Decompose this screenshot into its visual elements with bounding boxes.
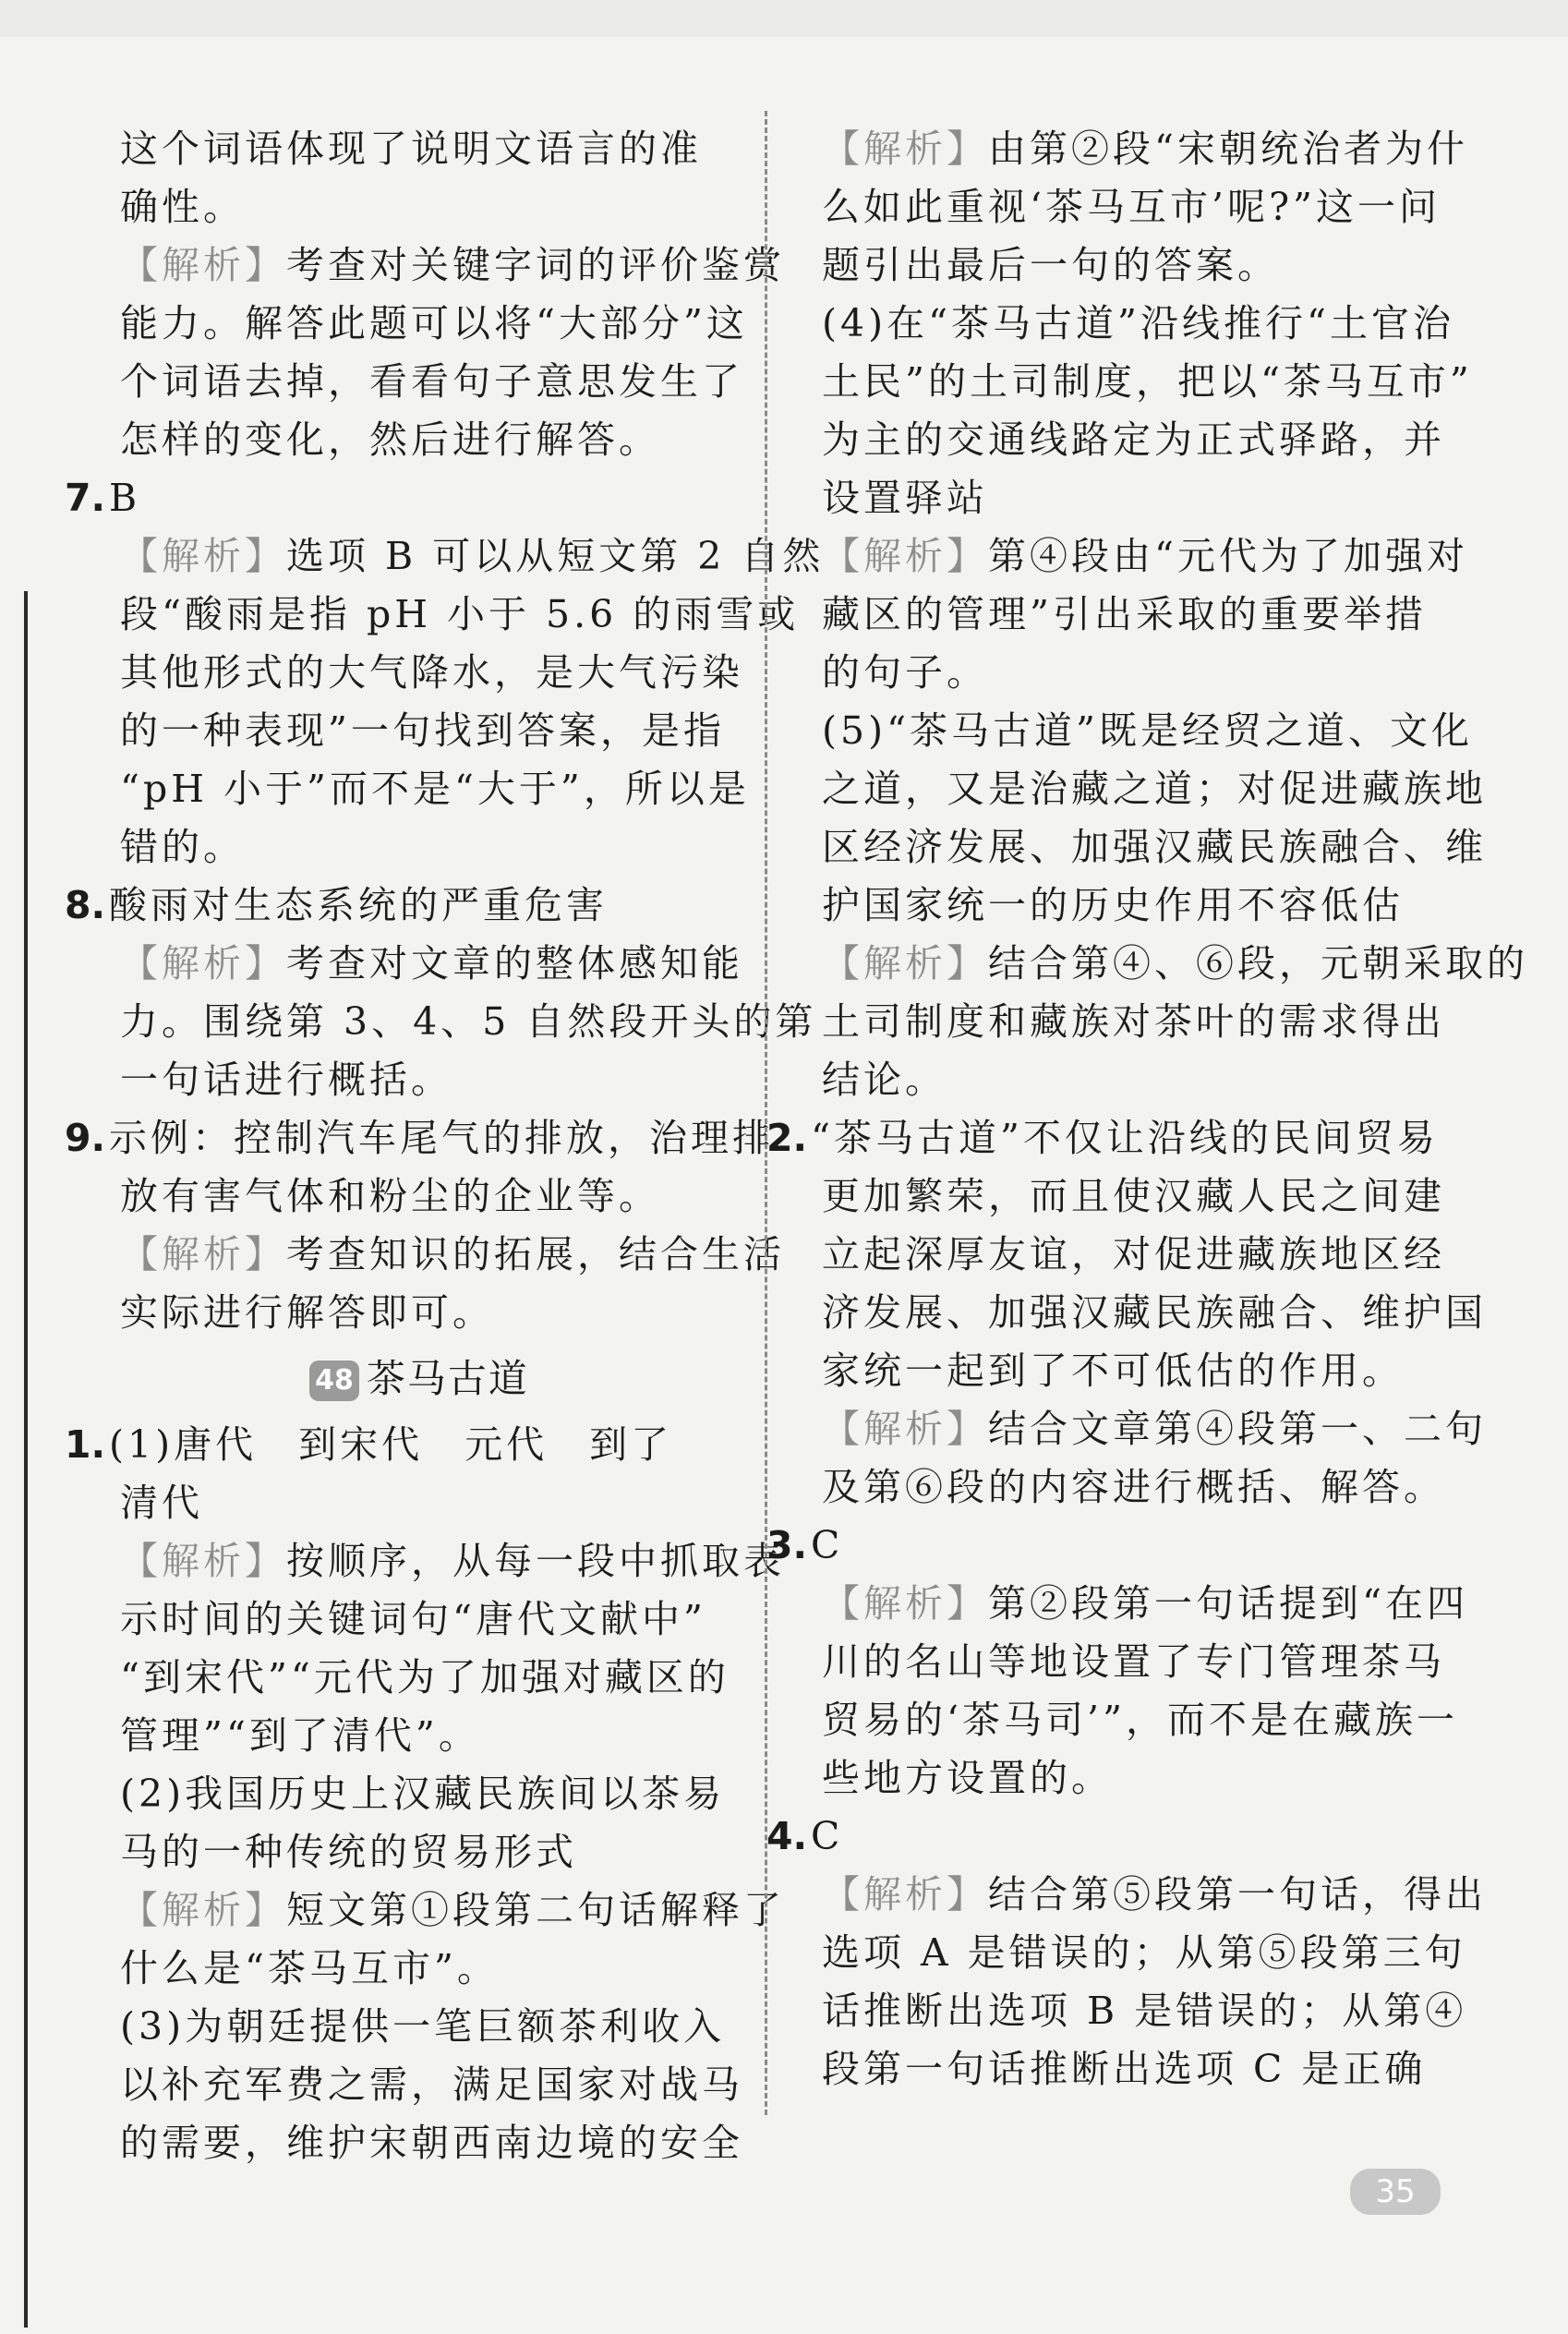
text-line — [766, 1109, 1448, 1167]
line-text: 话推断出选项 B 是错误的；从第④ — [822, 1989, 1467, 2033]
line-text: 示例：控制汽车尾气的排放，治理排 — [109, 1116, 774, 1160]
analysis-tag: 【解析】 — [822, 1407, 988, 1451]
line-text: 短文第①段第二句话解释了 — [286, 1888, 785, 1932]
line-text: 为主的交通线路定为正式驿路，并 — [822, 417, 1445, 462]
text-line — [811, 2040, 1448, 2098]
line-text: 以补充军费之需，满足国家对战马 — [120, 2062, 743, 2107]
line-text: 由第②段“宋朝统治者为什 — [988, 127, 1468, 171]
text-line — [109, 1532, 785, 1590]
text-line — [109, 1998, 730, 2056]
line-text: 选项 A 是错误的；从第⑤段第三句 — [822, 1930, 1466, 1975]
analysis-tag: 【解析】 — [822, 941, 988, 986]
analysis-tag: 【解析】 — [120, 1539, 286, 1583]
text-line — [109, 2114, 743, 2172]
text-line — [811, 178, 1448, 236]
line-text: 家统一起到了不可低估的作用。 — [822, 1348, 1404, 1393]
page-top-edge — [0, 0, 1568, 37]
text-line — [811, 1691, 1459, 1749]
text-line — [811, 1749, 1448, 1808]
line-text: 立起深厚友谊，对促进藏族地区经 — [822, 1232, 1445, 1276]
text-line — [109, 818, 730, 877]
analysis-tag: 【解析】 — [120, 534, 286, 578]
line-text: 题引出最后一句的答案。 — [822, 243, 1279, 287]
line-text: 考查知识的拓展，结合生活 — [286, 1232, 785, 1276]
text-line — [109, 1765, 730, 1823]
line-text: 川的名山等地设置了专门管理茶马 — [822, 1639, 1445, 1684]
line-text: 区经济发展、加强汉藏民族融合、维 — [822, 825, 1487, 869]
line-text: 土民”的土司制度，把以“茶马互市” — [822, 359, 1473, 404]
line-text: (3)为朝廷提供一笔巨额茶利收入 — [120, 2004, 726, 2049]
line-text: 这个词语体现了说明文语言的准 — [120, 127, 702, 171]
line-text: 之道，又是治藏之道；对促进藏族地 — [822, 767, 1487, 811]
text-line — [109, 236, 785, 295]
line-text: “茶马古道”不仅让沿线的民间贸易 — [811, 1116, 1439, 1160]
line-text: 考查对关键字词的评价鉴赏 — [286, 243, 785, 287]
text-line — [109, 120, 730, 178]
text-line — [811, 1051, 1448, 1109]
text-line — [65, 469, 730, 527]
text-line — [109, 586, 800, 644]
text-line — [811, 1458, 1448, 1517]
text-line — [766, 1517, 1448, 1575]
line-text: 马的一种传统的贸易形式 — [120, 1830, 577, 1874]
text-line — [811, 236, 1448, 295]
line-text: 管理”“到了清代”。 — [120, 1713, 480, 1758]
line-text: (4)在“茶马古道”沿线推行“土官治 — [822, 301, 1454, 345]
text-line — [65, 1416, 730, 1474]
analysis-tag: 【解析】 — [120, 243, 286, 287]
text-line — [65, 877, 730, 935]
line-text: (2)我国历史上汉藏民族间以茶易 — [120, 1772, 726, 1816]
section-title: 茶马古道 — [366, 1356, 529, 1401]
line-text: 第②段第一句话提到“在四 — [988, 1581, 1468, 1626]
text-line — [811, 1866, 1487, 1924]
text-line — [811, 1284, 1487, 1342]
text-line — [109, 1284, 730, 1342]
line-text: 更加繁荣，而且使汉藏人民之间建 — [822, 1174, 1445, 1218]
line-text: 藏区的管理”引出采取的重要举措 — [822, 592, 1427, 636]
analysis-tag: 【解析】 — [822, 534, 988, 578]
text-line — [811, 527, 1468, 586]
line-text: 段第一句话推断出选项 C 是正确 — [822, 2047, 1427, 2091]
text-line — [811, 295, 1454, 353]
line-text: 第④段由“元代为了加强对 — [988, 534, 1468, 578]
line-text: 酸雨对生态系统的严重危害 — [109, 883, 608, 927]
text-line — [109, 1881, 785, 1940]
line-text: “到宋代”“元代为了加强对藏区的 — [120, 1655, 730, 1699]
section-number-badge: 48 — [309, 1360, 359, 1401]
text-line — [109, 1474, 730, 1532]
line-text: 结合第④、⑥段，元朝采取的 — [988, 941, 1528, 986]
text-line — [811, 469, 1448, 527]
line-text: 选项 B 可以从短文第 2 自然 — [286, 534, 825, 578]
line-text: 能力。解答此题可以将“大部分”这 — [120, 301, 748, 345]
text-line — [766, 1808, 1448, 1866]
line-text: 设置驿站 — [822, 476, 988, 520]
line-text: 段“酸雨是指 pH 小于 5.6 的雨雪或 — [120, 592, 800, 636]
line-text: 护国家统一的历史作用不容低估 — [822, 883, 1404, 927]
page-left-edge — [24, 591, 28, 2328]
analysis-tag: 【解析】 — [822, 1872, 988, 1917]
text-line — [109, 1051, 730, 1109]
page-number: 35 — [1350, 2169, 1441, 2215]
line-text: 错的。 — [120, 825, 245, 869]
question-number: 2. — [766, 1116, 808, 1160]
text-line — [811, 877, 1448, 935]
line-text: C — [811, 1523, 844, 1567]
text-line — [109, 1590, 730, 1649]
text-line — [109, 353, 743, 411]
text-line — [811, 353, 1473, 411]
text-line — [811, 1575, 1468, 1633]
line-text: 的一种表现”一句找到答案，是指 — [120, 708, 725, 753]
question-number: 7. — [65, 476, 106, 520]
section-heading — [109, 1346, 730, 1412]
line-text: 一句话进行概括。 — [120, 1058, 452, 1102]
line-text: 土司制度和藏族对茶叶的需求得出 — [822, 999, 1445, 1044]
text-line — [811, 1633, 1448, 1691]
text-line — [109, 1823, 730, 1881]
text-line — [109, 993, 817, 1051]
line-text: “pH 小于”而不是“大于”，所以是 — [120, 767, 750, 811]
text-line — [109, 1167, 730, 1226]
text-line — [811, 644, 1448, 702]
text-line — [109, 178, 730, 236]
analysis-tag: 【解析】 — [120, 1888, 286, 1932]
text-line — [109, 411, 730, 469]
line-text: (1)唐代 到宋代 元代 到了 — [109, 1422, 673, 1467]
text-line — [811, 1982, 1467, 2040]
line-text: 考查对文章的整体感知能 — [286, 941, 743, 986]
text-line — [109, 644, 743, 702]
line-text: C — [811, 1814, 844, 1858]
question-number: 1. — [65, 1422, 106, 1467]
line-text: 放有害气体和粉尘的企业等。 — [120, 1174, 660, 1218]
analysis-tag: 【解析】 — [822, 127, 988, 171]
text-line — [811, 1167, 1448, 1226]
text-line — [109, 1707, 730, 1765]
text-line — [811, 702, 1473, 760]
text-line — [811, 935, 1528, 993]
analysis-tag: 【解析】 — [120, 1232, 286, 1276]
text-line — [109, 527, 825, 586]
text-line — [109, 1649, 730, 1707]
line-text: 什么是“茶马互市”。 — [120, 1946, 499, 1990]
text-line — [811, 1924, 1466, 1982]
text-line — [811, 411, 1448, 469]
text-line — [811, 586, 1448, 644]
line-text: 结合文章第④段第一、二句 — [988, 1407, 1487, 1451]
line-text: 么如此重视‘茶马互市’呢?”这一问 — [822, 185, 1441, 229]
text-line — [109, 760, 750, 818]
text-line — [811, 818, 1487, 877]
text-line — [811, 1342, 1448, 1400]
line-text: 结合第⑤段第一句话，得出 — [988, 1872, 1487, 1917]
analysis-tag: 【解析】 — [822, 1581, 988, 1626]
text-line — [811, 120, 1468, 178]
text-line — [109, 1226, 785, 1284]
text-line — [811, 1226, 1448, 1284]
question-number: 8. — [65, 883, 106, 927]
line-text: 个词语去掉，看看句子意思发生了 — [120, 359, 743, 404]
line-text: 实际进行解答即可。 — [120, 1290, 494, 1335]
text-line — [811, 760, 1487, 818]
line-text: 的句子。 — [822, 650, 988, 695]
line-text: 贸易的‘茶马司’”，而不是在藏族一 — [822, 1698, 1459, 1742]
text-line — [811, 993, 1448, 1051]
question-number: 3. — [766, 1523, 808, 1567]
text-line — [109, 1940, 730, 1998]
question-number: 4. — [766, 1814, 808, 1858]
left-column — [65, 120, 825, 2172]
line-text: 清代 — [120, 1481, 203, 1525]
analysis-tag: 【解析】 — [120, 941, 286, 986]
question-number: 9. — [65, 1116, 106, 1160]
line-text: 些地方设置的。 — [822, 1756, 1113, 1800]
line-text: (5)“茶马古道”既是经贸之道、文化 — [822, 708, 1473, 753]
line-text: 济发展、加强汉藏民族融合、维护国 — [822, 1290, 1487, 1335]
line-text: 确性。 — [120, 185, 245, 229]
text-line — [109, 935, 743, 993]
text-line — [109, 702, 730, 760]
line-text: 的需要，维护宋朝西南边境的安全 — [120, 2121, 743, 2165]
text-line — [65, 1109, 774, 1167]
right-column — [766, 120, 1528, 2098]
text-line — [109, 2056, 743, 2114]
line-text: 力。围绕第 3、4、5 自然段开头的第 — [120, 999, 817, 1044]
line-text: 其他形式的大气降水，是大气污染 — [120, 650, 743, 695]
line-text: 结论。 — [822, 1058, 947, 1102]
text-line — [109, 295, 748, 353]
text-line — [811, 1400, 1487, 1458]
line-text: 示时间的关键词句“唐代文献中” — [120, 1597, 706, 1641]
line-text: 及第⑥段的内容进行概括、解答。 — [822, 1465, 1445, 1509]
line-text: 怎样的变化，然后进行解答。 — [120, 417, 660, 462]
line-text: 按顺序，从每一段中抓取表 — [286, 1539, 785, 1583]
line-text: B — [109, 476, 141, 520]
